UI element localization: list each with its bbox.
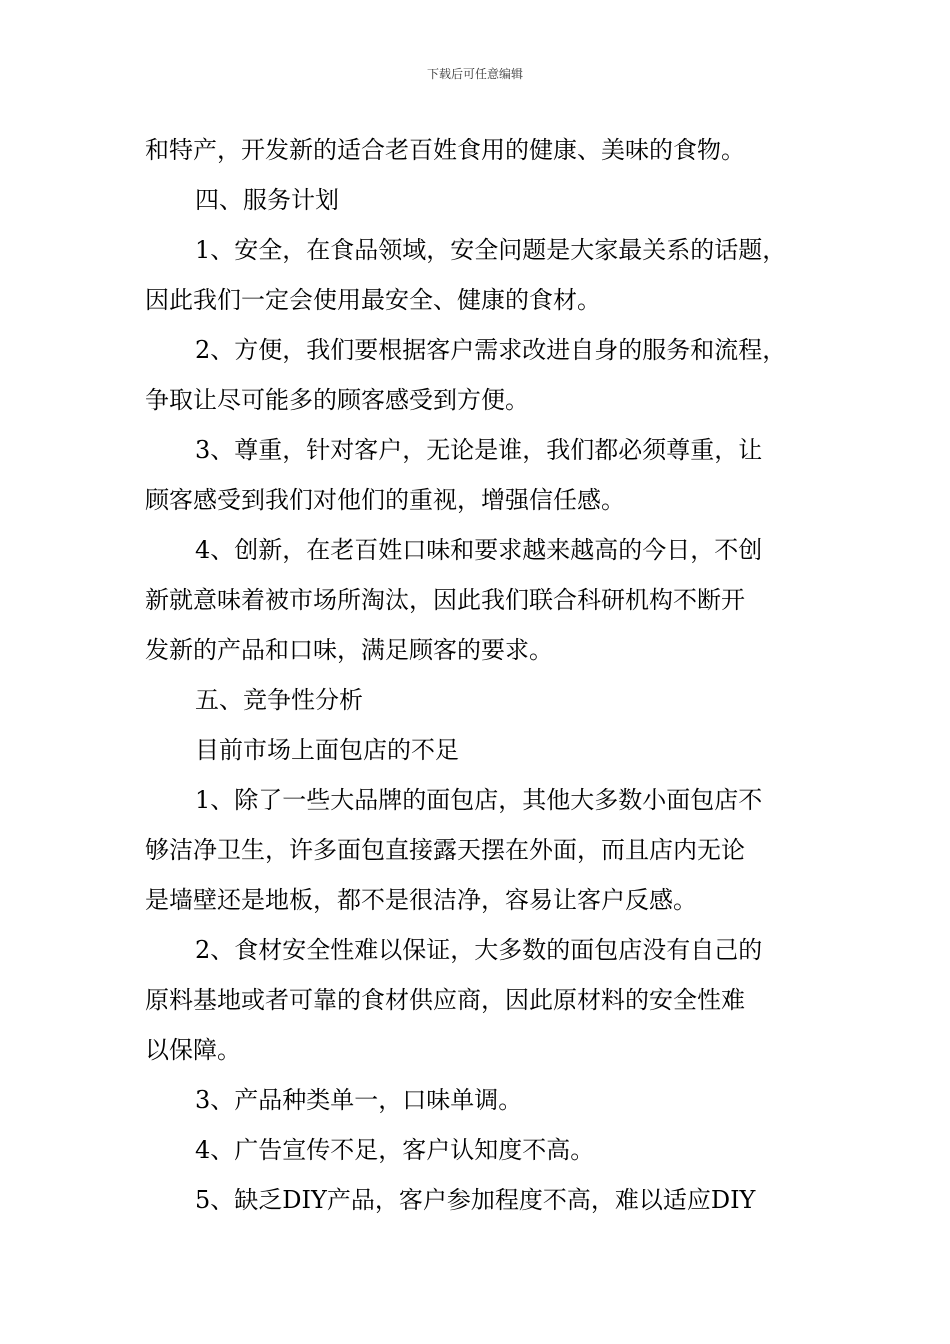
- text-line: 和特产，开发新的适合老百姓食用的健康、美味的食物。: [145, 136, 745, 164]
- text-line: 新就意味着被市场所淘汰，因此我们联合科研机构不断开: [145, 586, 745, 614]
- text-line: 4、创新，在老百姓口味和要求越来越高的今日，不创: [195, 536, 763, 564]
- text-line: 2、方便，我们要根据客户需求改进自身的服务和流程，: [195, 336, 787, 364]
- text-line: 原料基地或者可靠的食材供应商，因此原材料的安全性难: [145, 986, 745, 1014]
- section-heading-service-plan: 四、服务计划: [195, 186, 339, 214]
- text-line: 3、产品种类单一，口味单调。: [195, 1086, 523, 1114]
- text-line: 争取让尽可能多的顾客感受到方便。: [145, 386, 529, 414]
- text-line: 以保障。: [145, 1036, 241, 1064]
- text-line: 4、广告宣传不足，客户认知度不高。: [195, 1136, 595, 1164]
- text-line: 5、缺乏DIY产品，客户参加程度不高，难以适应DIY: [195, 1186, 756, 1214]
- text-line: 是墙壁还是地板，都不是很洁净，容易让客户反感。: [145, 886, 697, 914]
- subheading: 目前市场上面包店的不足: [195, 736, 459, 764]
- download-note: 下载后可任意编辑: [426, 67, 523, 81]
- text-line: 顾客感受到我们对他们的重视，增强信任感。: [145, 486, 625, 514]
- text-line: 2、食材安全性难以保证，大多数的面包店没有自己的: [195, 936, 763, 964]
- text-line: 够洁净卫生，许多面包直接露天摆在外面，而且店内无论: [145, 836, 745, 864]
- text-line: 发新的产品和口味，满足顾客的要求。: [145, 636, 553, 664]
- document-body: [145, 125, 807, 1225]
- section-heading-competition: 五、竞争性分析: [195, 686, 363, 714]
- text-line: 1、除了一些大品牌的面包店，其他大多数小面包店不: [195, 786, 763, 814]
- text-line: 1、安全，在食品领域，安全问题是大家最关系的话题，: [195, 236, 787, 264]
- text-line: 因此我们一定会使用最安全、健康的食材。: [145, 286, 601, 314]
- text-line: 3、尊重，针对客户，无论是谁，我们都必须尊重，让: [195, 436, 763, 464]
